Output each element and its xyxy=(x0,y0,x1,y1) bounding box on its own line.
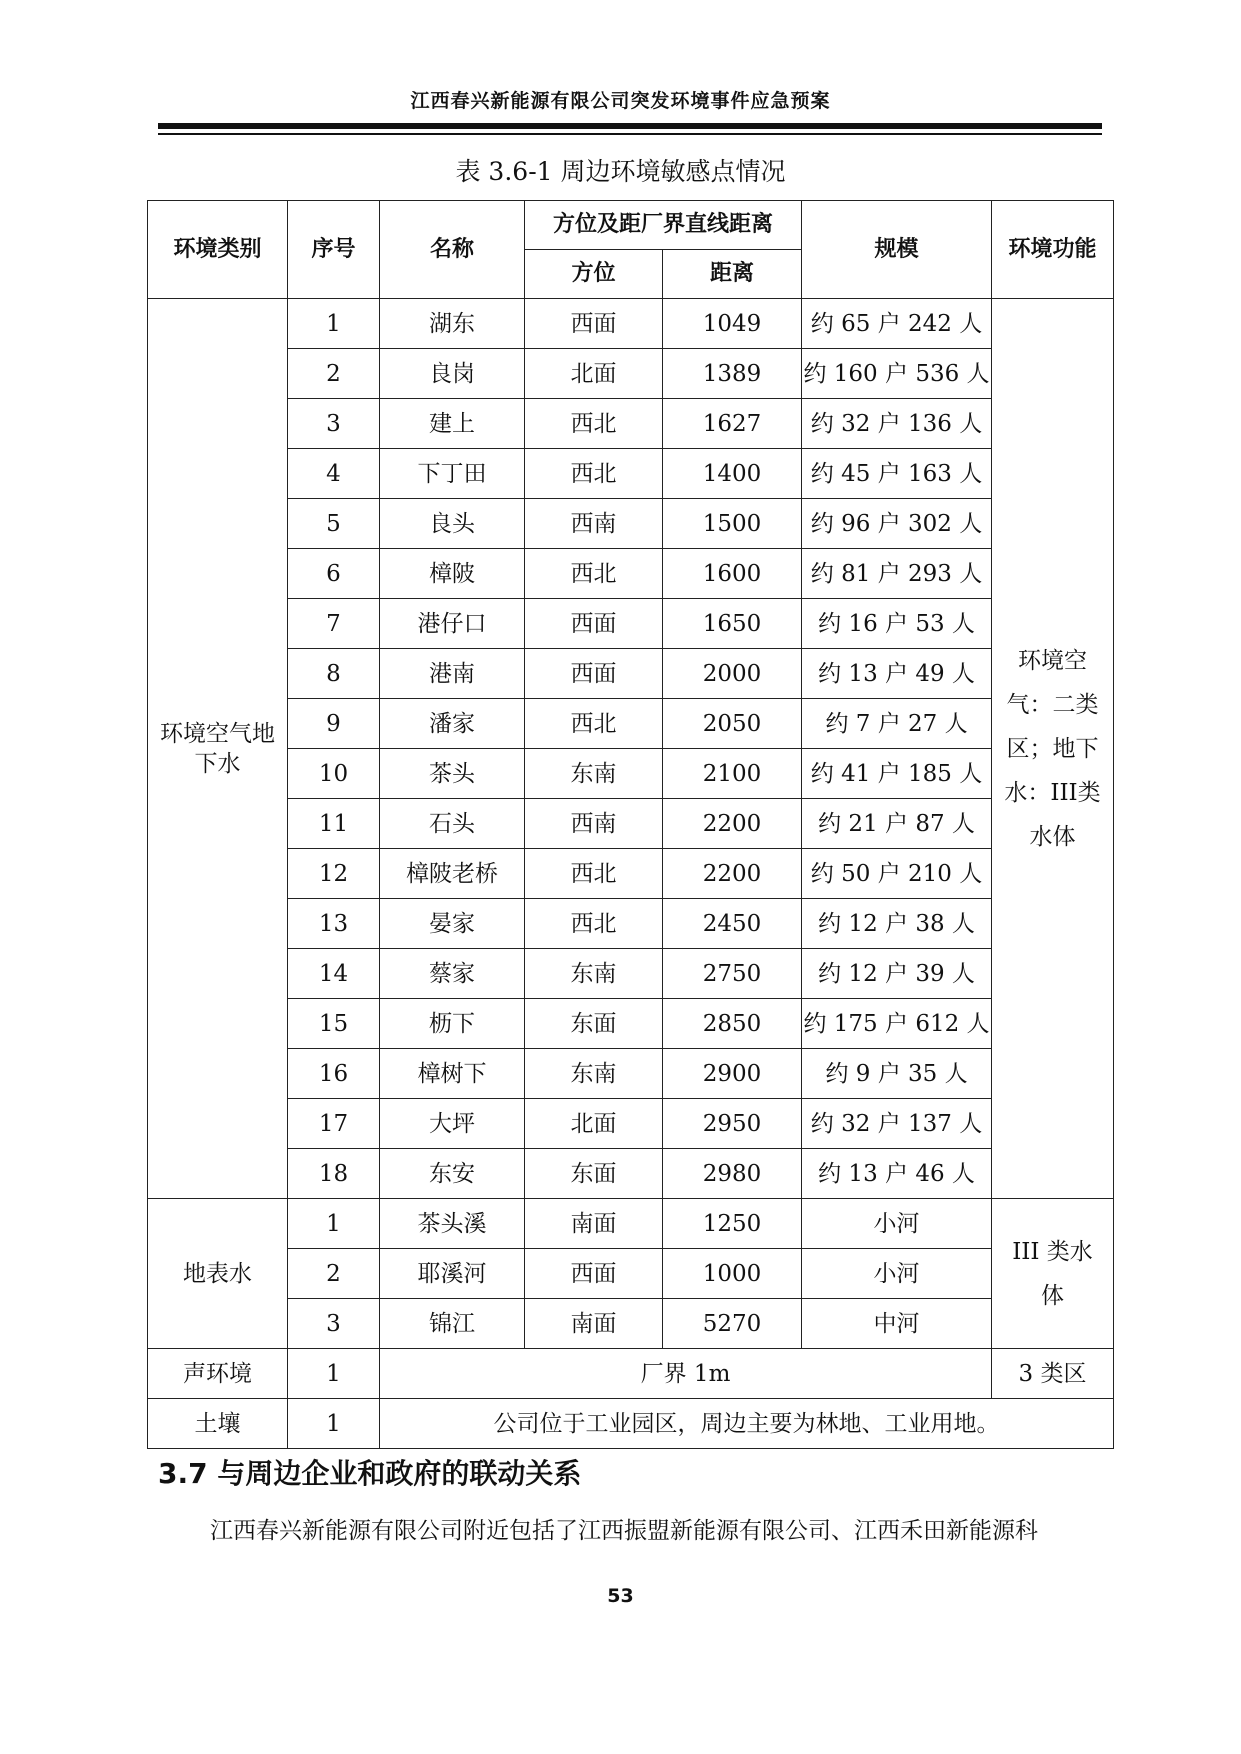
row-scale: 约 45 户 163 人 xyxy=(802,449,992,499)
row-name: 樟陂 xyxy=(380,549,525,599)
row-name: 茶头 xyxy=(380,749,525,799)
row-scale: 约 16 户 53 人 xyxy=(802,599,992,649)
row-no: 1 xyxy=(288,1349,380,1399)
row-scale: 约 21 户 87 人 xyxy=(802,799,992,849)
row-scale: 约 12 户 38 人 xyxy=(802,899,992,949)
row-scale: 约 96 户 302 人 xyxy=(802,499,992,549)
table-row xyxy=(148,849,1114,899)
row-name: 石头 xyxy=(380,799,525,849)
header-no: 序号 xyxy=(288,201,380,299)
row-distance: 1650 xyxy=(663,599,802,649)
row-direction: 东面 xyxy=(525,999,663,1049)
row-distance: 2050 xyxy=(663,699,802,749)
header-scale: 规模 xyxy=(802,201,992,299)
row-scale: 约 160 户 536 人 xyxy=(802,349,992,399)
row-direction: 西南 xyxy=(525,799,663,849)
category-noise: 声环境 xyxy=(148,1349,288,1399)
row-no: 11 xyxy=(288,799,380,849)
row-direction: 西北 xyxy=(525,449,663,499)
table-row xyxy=(148,1249,1114,1299)
row-no: 17 xyxy=(288,1099,380,1149)
row-no: 5 xyxy=(288,499,380,549)
row-no: 1 xyxy=(288,299,380,349)
header-rule-thin xyxy=(158,133,1102,135)
row-scale: 约 7 户 27 人 xyxy=(802,699,992,749)
row-direction: 西北 xyxy=(525,699,663,749)
row-name: 港南 xyxy=(380,649,525,699)
table-row xyxy=(148,999,1114,1049)
sensitive-points-table xyxy=(147,200,1114,1449)
row-no: 9 xyxy=(288,699,380,749)
row-name: 樟树下 xyxy=(380,1049,525,1099)
header-distance: 距离 xyxy=(663,250,802,299)
header-direction-distance: 方位及距厂界直线距离 xyxy=(525,201,802,250)
row-soil xyxy=(148,1399,1114,1449)
row-direction: 北面 xyxy=(525,349,663,399)
row-distance: 2950 xyxy=(663,1099,802,1149)
row-name: 枥下 xyxy=(380,999,525,1049)
row-scale: 小河 xyxy=(802,1199,992,1249)
row-distance: 2900 xyxy=(663,1049,802,1099)
row-scale: 约 41 户 185 人 xyxy=(802,749,992,799)
row-distance: 1049 xyxy=(663,299,802,349)
category-surface-water: 地表水 xyxy=(148,1199,288,1349)
row-name: 建上 xyxy=(380,399,525,449)
row-direction: 东面 xyxy=(525,1149,663,1199)
row-distance: 2980 xyxy=(663,1149,802,1199)
section-title: 3.7 与周边企业和政府的联动关系 xyxy=(158,1457,582,1490)
row-name: 锦江 xyxy=(380,1299,525,1349)
row-distance: 2000 xyxy=(663,649,802,699)
row-no: 18 xyxy=(288,1149,380,1199)
row-name: 耶溪河 xyxy=(380,1249,525,1299)
row-no: 10 xyxy=(288,749,380,799)
table-row xyxy=(148,399,1114,449)
row-distance: 2100 xyxy=(663,749,802,799)
header-row xyxy=(148,201,1114,250)
noise-function: 3 类区 xyxy=(992,1349,1114,1399)
row-no: 1 xyxy=(288,1399,380,1449)
header-name: 名称 xyxy=(380,201,525,299)
row-no: 12 xyxy=(288,849,380,899)
row-no: 4 xyxy=(288,449,380,499)
body-paragraph: 江西春兴新能源有限公司附近包括了江西振盟新能源有限公司、江西禾田新能源科 xyxy=(210,1518,1038,1544)
row-noise xyxy=(148,1349,1114,1399)
row-direction: 西面 xyxy=(525,599,663,649)
row-no: 3 xyxy=(288,1299,380,1349)
header-function: 环境功能 xyxy=(992,201,1114,299)
row-no: 2 xyxy=(288,1249,380,1299)
row-name: 良岗 xyxy=(380,349,525,399)
row-direction: 西南 xyxy=(525,499,663,549)
row-name: 下丁田 xyxy=(380,449,525,499)
row-distance: 2450 xyxy=(663,899,802,949)
table-row xyxy=(148,1149,1114,1199)
header-rule-thick xyxy=(158,123,1102,129)
row-direction: 南面 xyxy=(525,1299,663,1349)
row-distance: 1627 xyxy=(663,399,802,449)
row-name: 晏家 xyxy=(380,899,525,949)
table-row xyxy=(148,799,1114,849)
table-row xyxy=(148,1099,1114,1149)
row-direction: 东南 xyxy=(525,749,663,799)
table-caption: 表 3.6-1 周边环境敏感点情况 xyxy=(455,157,786,186)
header-category: 环境类别 xyxy=(148,201,288,299)
row-scale: 中河 xyxy=(802,1299,992,1349)
function-surface-water: III 类水体 xyxy=(992,1199,1114,1349)
row-distance: 1600 xyxy=(663,549,802,599)
row-distance: 1000 xyxy=(663,1249,802,1299)
row-direction: 西面 xyxy=(525,649,663,699)
row-scale: 小河 xyxy=(802,1249,992,1299)
row-distance: 5270 xyxy=(663,1299,802,1349)
row-direction: 西面 xyxy=(525,299,663,349)
table-row xyxy=(148,749,1114,799)
row-distance: 1389 xyxy=(663,349,802,399)
row-name: 良头 xyxy=(380,499,525,549)
row-no: 8 xyxy=(288,649,380,699)
table-row xyxy=(148,649,1114,699)
page-number: 53 xyxy=(607,1585,634,1607)
row-no: 13 xyxy=(288,899,380,949)
row-scale: 约 65 户 242 人 xyxy=(802,299,992,349)
row-no: 1 xyxy=(288,1199,380,1249)
row-no: 6 xyxy=(288,549,380,599)
noise-content: 厂界 1m xyxy=(380,1349,992,1399)
row-direction: 东南 xyxy=(525,1049,663,1099)
row-no: 16 xyxy=(288,1049,380,1099)
row-distance: 1250 xyxy=(663,1199,802,1249)
row-distance: 2200 xyxy=(663,799,802,849)
table-row xyxy=(148,599,1114,649)
row-no: 7 xyxy=(288,599,380,649)
row-scale: 约 81 户 293 人 xyxy=(802,549,992,599)
row-distance: 2850 xyxy=(663,999,802,1049)
row-direction: 南面 xyxy=(525,1199,663,1249)
row-scale: 约 12 户 39 人 xyxy=(802,949,992,999)
row-scale: 约 9 户 35 人 xyxy=(802,1049,992,1099)
row-name: 茶头溪 xyxy=(380,1199,525,1249)
function-air-groundwater: 环境空气：二类区；地下水：III类水体 xyxy=(992,299,1114,1199)
row-scale: 约 32 户 137 人 xyxy=(802,1099,992,1149)
row-name: 湖东 xyxy=(380,299,525,349)
table-row xyxy=(148,1049,1114,1099)
table-row xyxy=(148,899,1114,949)
table-row xyxy=(148,499,1114,549)
row-name: 港仔口 xyxy=(380,599,525,649)
table-row xyxy=(148,699,1114,749)
row-distance: 2750 xyxy=(663,949,802,999)
row-direction: 西面 xyxy=(525,1249,663,1299)
category-soil: 土壤 xyxy=(148,1399,288,1449)
row-distance: 1400 xyxy=(663,449,802,499)
row-direction: 西北 xyxy=(525,899,663,949)
row-scale: 约 13 户 49 人 xyxy=(802,649,992,699)
row-name: 大坪 xyxy=(380,1099,525,1149)
row-distance: 1500 xyxy=(663,499,802,549)
running-header: 江西春兴新能源有限公司突发环境事件应急预案 xyxy=(410,90,831,112)
row-scale: 约 50 户 210 人 xyxy=(802,849,992,899)
row-no: 3 xyxy=(288,399,380,449)
row-scale: 约 32 户 136 人 xyxy=(802,399,992,449)
row-direction: 西北 xyxy=(525,399,663,449)
row-scale: 约 175 户 612 人 xyxy=(802,999,992,1049)
row-distance: 2200 xyxy=(663,849,802,899)
row-no: 15 xyxy=(288,999,380,1049)
table-row xyxy=(148,949,1114,999)
soil-content: 公司位于工业园区，周边主要为林地、工业用地。 xyxy=(380,1399,1114,1449)
row-name: 东安 xyxy=(380,1149,525,1199)
row-name: 樟陂老桥 xyxy=(380,849,525,899)
row-name: 蔡家 xyxy=(380,949,525,999)
table-row xyxy=(148,1199,1114,1249)
table-row xyxy=(148,449,1114,499)
row-direction: 西北 xyxy=(525,849,663,899)
row-direction: 东南 xyxy=(525,949,663,999)
row-no: 2 xyxy=(288,349,380,399)
table-row xyxy=(148,299,1114,349)
table-row xyxy=(148,349,1114,399)
table-row xyxy=(148,1299,1114,1349)
row-scale: 约 13 户 46 人 xyxy=(802,1149,992,1199)
table-row xyxy=(148,549,1114,599)
header-direction: 方位 xyxy=(525,250,663,299)
category-air-groundwater: 环境空气地下水 xyxy=(148,299,288,1199)
row-direction: 北面 xyxy=(525,1099,663,1149)
row-no: 14 xyxy=(288,949,380,999)
row-direction: 西北 xyxy=(525,549,663,599)
row-name: 潘家 xyxy=(380,699,525,749)
